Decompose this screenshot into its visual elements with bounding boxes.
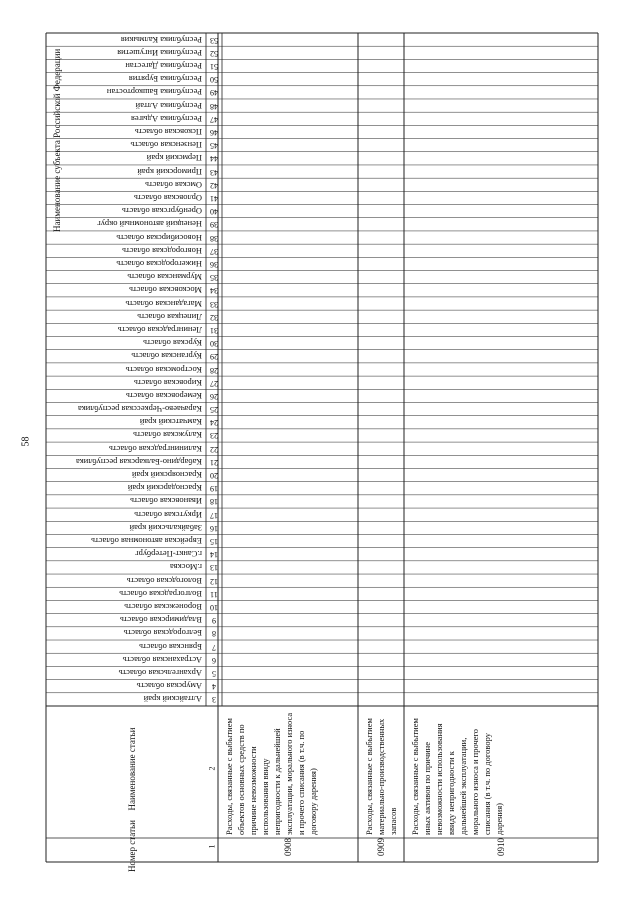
region-number: 38 <box>210 233 218 243</box>
region-name: Республика Бурятия <box>128 74 202 85</box>
region-number: 40 <box>210 207 218 217</box>
region-number: 39 <box>210 220 218 230</box>
region-number: 37 <box>210 246 218 256</box>
region-number: 10 <box>210 603 218 613</box>
article-name: Расходы, связанные с выбытием материально-производственных запасов <box>364 718 398 835</box>
region-number: 43 <box>210 167 218 177</box>
region-name: Брянская область <box>139 641 202 652</box>
region-number: 23 <box>210 431 218 441</box>
region-name: Республика Адыгея <box>130 113 202 124</box>
region-number: 14 <box>210 550 218 560</box>
region-name: Нижегородская область <box>116 258 202 269</box>
region-name: Республика Ингушетия <box>117 47 202 58</box>
region-number: 11 <box>210 589 218 599</box>
header-article-number: Номер статьи <box>127 820 137 872</box>
region-number: 26 <box>210 391 218 401</box>
region-number: 16 <box>210 523 218 533</box>
region-number: 19 <box>210 484 218 494</box>
region-name: Алтайский край <box>143 694 202 705</box>
region-number: 53 <box>210 35 218 45</box>
region-number: 18 <box>210 497 218 507</box>
region-number: 25 <box>210 405 218 415</box>
header-subject-names: Наименование субъекта Российской Федерации <box>52 48 62 232</box>
region-name: Республика Алтай <box>135 100 202 111</box>
region-name: Забайкальский край <box>129 522 202 533</box>
article-name: Расходы, связанные с выбытием иных активов по причине невозможности использования ввиду непригодности к дальнейшей эксплуатации, морального износа и прочего списания (в т.ч. по договору дарения) <box>410 718 504 835</box>
region-number: 29 <box>210 352 218 362</box>
article-code: 0909 <box>376 838 386 856</box>
region-number: 36 <box>210 259 218 269</box>
region-number: 20 <box>210 471 218 481</box>
region-name: Орловская область <box>133 192 202 203</box>
region-name: Курганская область <box>131 351 202 362</box>
region-name: Омская область <box>145 179 202 190</box>
region-number: 17 <box>210 510 218 520</box>
region-name: Кировская область <box>133 377 202 388</box>
region-number: 50 <box>210 75 218 85</box>
region-name: Кемеровская область <box>125 390 202 401</box>
region-number: 7 <box>212 642 216 652</box>
page-number: 58 <box>20 436 32 447</box>
region-name: Красноярский край <box>131 470 202 481</box>
region-number: 45 <box>210 141 218 151</box>
region-name: Курская область <box>143 338 202 349</box>
region-name: Астраханская область <box>122 654 202 665</box>
region-name: Кабардино-Балкарская республика <box>75 456 202 467</box>
region-name: Республика Башкортостан <box>106 87 202 98</box>
region-name: Московская область <box>129 285 202 296</box>
region-name: Псковская область <box>134 126 202 137</box>
region-number: 32 <box>210 312 218 322</box>
region-number: 21 <box>210 457 218 467</box>
region-number: 34 <box>210 286 218 296</box>
region-number: 33 <box>210 299 218 309</box>
region-number: 15 <box>210 537 218 547</box>
region-number: 52 <box>210 48 218 58</box>
region-name: Пензенская область <box>130 140 202 151</box>
region-number: 47 <box>210 114 218 124</box>
region-name: Владимирская область <box>119 615 202 626</box>
region-name: Костромская область <box>125 364 202 375</box>
region-number: 46 <box>210 127 218 137</box>
region-name: Иркутская область <box>134 509 202 520</box>
region-name: Мурманская область <box>127 272 202 283</box>
region-name: Карачаево-Черкесская республика <box>77 404 202 415</box>
region-name: Оренбургская область <box>121 206 202 217</box>
region-name: Архангельская область <box>118 668 202 678</box>
region-name: Пермский край <box>146 153 202 164</box>
header-article-name: Наименование статьи <box>127 727 137 811</box>
region-name: Новосибирская область <box>116 232 202 243</box>
region-number: 3 <box>212 695 216 705</box>
region-name: Ивановская область <box>130 496 202 507</box>
column-number-2: 2 <box>207 766 217 771</box>
region-name: Краснодарский край <box>127 483 202 494</box>
region-name: Республика Калмыкия <box>120 34 202 45</box>
region-number: 8 <box>212 629 216 639</box>
region-name: Ленинградская область <box>117 324 202 335</box>
region-name: Еврейская автономная область <box>91 536 202 547</box>
region-number: 49 <box>210 88 218 98</box>
region-name: г.Санкт-Петербург <box>135 549 202 560</box>
region-name: Воронежская область <box>124 602 202 613</box>
region-number: 30 <box>210 339 218 349</box>
region-number: 48 <box>210 101 218 111</box>
region-number: 31 <box>210 325 218 335</box>
region-number: 6 <box>212 655 216 665</box>
article-code: 0910 <box>496 838 506 856</box>
region-name: Липецкая область <box>137 311 202 322</box>
region-number: 44 <box>210 154 218 164</box>
region-name: Магаданская область <box>125 298 202 309</box>
region-number: 35 <box>210 273 218 283</box>
region-name: Камчатский край <box>139 417 202 428</box>
region-name: Калужская область <box>133 430 202 441</box>
region-number: 27 <box>210 378 218 388</box>
region-name: Ненецкий автономный округ <box>97 219 202 230</box>
region-name: г.Москва <box>169 562 202 573</box>
region-number: 4 <box>212 682 216 692</box>
region-number: 13 <box>210 563 218 573</box>
region-name: Республика Дагестан <box>125 60 202 71</box>
region-number: 12 <box>210 576 218 586</box>
region-name: Новгородская область <box>122 245 202 256</box>
region-name: Вологодская область <box>126 575 202 586</box>
region-number: 5 <box>212 669 216 678</box>
region-number: 51 <box>210 61 218 71</box>
region-number: 28 <box>210 365 218 375</box>
region-number: 9 <box>212 616 216 626</box>
region-name: Амурская область <box>136 681 202 692</box>
column-number-1: 1 <box>207 844 217 849</box>
article-name: Расходы, связанные с выбытием объектов основных средств по причине невозможности использования ввиду непригодности к дальнейшей эксплуатации, морального износа и прочего списания (в т.ч. по договору дарения) <box>224 712 318 835</box>
region-name: Волгоградская область <box>119 588 202 599</box>
region-number: 42 <box>210 180 218 190</box>
region-number: 22 <box>210 444 218 454</box>
region-number: 41 <box>210 193 218 203</box>
region-name: Белгородская область <box>123 628 202 639</box>
region-name: Приморский край <box>137 166 202 177</box>
region-name: Калининградская область <box>109 443 202 454</box>
article-code: 0908 <box>283 838 293 856</box>
region-number: 24 <box>210 418 218 428</box>
